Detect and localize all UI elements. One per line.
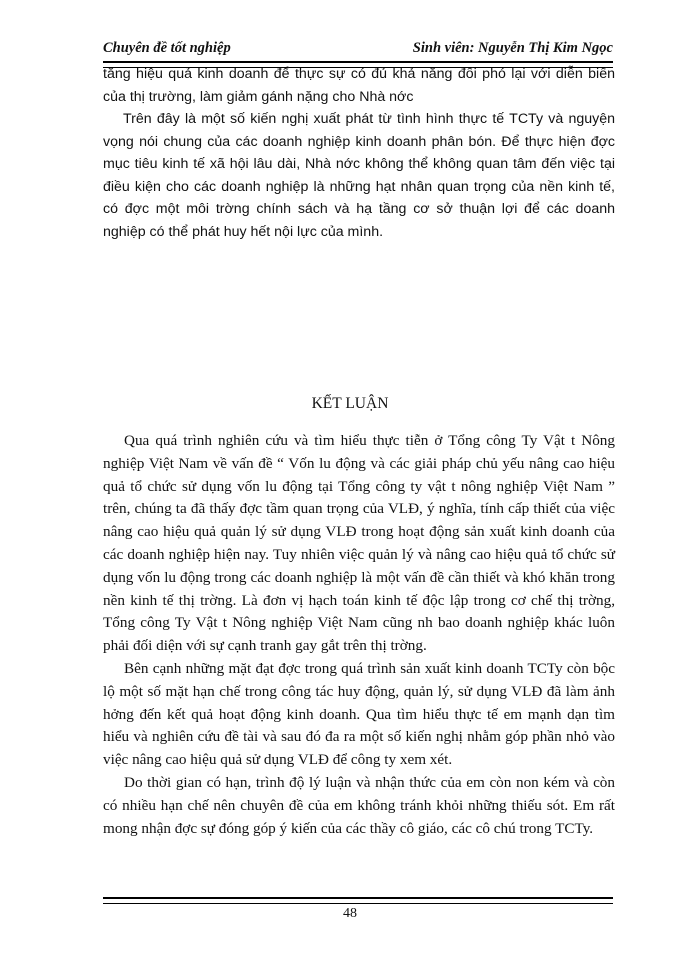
conclusion-section: [103, 430, 615, 840]
conclusion-paragraph-2: Bên cạnh những mặt đạt đợc trong quá trình sản xuất kinh doanh TCTy còn bộc lộ một số mặt hạn chế trong công tác huy động, quản lý, sử dụng VLĐ đã làm ảnh hởng đến kết quả hoạt động kinh doanh. Qua tìm hiểu thực tế em mạnh dạn tìm hiểu và nghiên cứu đề tài và sau đó đa ra một số kiến nghị nhằm góp phần nhỏ vào việc nâng cao hiệu quả sử dụng VLĐ để công ty xem xét.: [103, 659, 615, 769]
page-header: [103, 40, 613, 60]
page-number: 48: [343, 906, 357, 921]
intro-paragraph-1: tăng hiệu quả kinh doanh để thực sự có đủ khả năng đối phó lại với diễn biến của thị trường, làm giảm gánh nặng cho Nhà nớc: [103, 66, 615, 105]
footer-rule: [103, 897, 613, 904]
conclusion-paragraph-1: Qua quá trình nghiên cứu và tìm hiểu thực tiễn ở Tổng công Ty Vật t Nông nghiệp Việt Nam về vấn đề “ Vốn lu động và các giải pháp chủ yếu nâng cao hiệu quả tổ chức sử dụng vốn lu động tại Tổng công ty vật t nông nghiệp Việt Nam ” trên, chúng ta đã thấy đợc tầm quan trọng của VLĐ, ý nghĩa, tính cấp thiết của việc nâng cao hiệu quả quản lý sử dụng VLĐ trong hoạt động sản xuất kinh doanh của các doanh nghiệp hiện nay. Tuy nhiên việc quản lý và nâng cao hiệu quả tổ chức sử dụng vốn lu động trong các doanh nghiệp là một vấn đề cần thiết và khó khăn trong nền kinh tế thị trờng. Là đơn vị hạch toán kinh tế độc lập trong cơ chế thị trờng, Tổng công Ty Vật t Nông nghiệp Việt Nam cũng nh bao doanh nghiệp khác luôn phải đối diện với sự cạnh tranh gay gắt trên thị trờng.: [103, 432, 615, 655]
intro-paragraph-2: Trên đây là một số kiến nghị xuất phát từ tình hình thực tế TCTy và nguyện vọng nói chung của các doanh nghiệp kinh doanh phân bón. Để thực hiện đợc mục tiêu kinh tế xã hội lâu dài, Nhà nớc không thể không quan tâm đến việc tại điều kiện cho các doanh nghiệp là những hạt nhân quan trọng của nền kinh tế, có đợc một môi trờng chính sách và hạ tầng cơ sở thuận lợi để các doanh nghiệp có thể phát huy hết nội lực của mình.: [103, 111, 615, 240]
conclusion-paragraph-3: Do thời gian có hạn, trình độ lý luận và nhận thức của em còn non kém và còn có nhiều hạn chế nên chuyên đề của em không tránh khỏi những thiếu sót. Em rất mong nhận đợc sự đóng góp ý kiến của các thầy cô giáo, các cô chú trong TCTy.: [103, 773, 615, 837]
intro-section: [103, 63, 615, 243]
conclusion-title: KẾT LUẬN: [311, 395, 389, 412]
header-document-type: Chuyên đề tốt nghiệp: [103, 40, 231, 56]
header-student-name: Sinh viên: Nguyễn Thị Kim Ngọc: [412, 40, 613, 56]
